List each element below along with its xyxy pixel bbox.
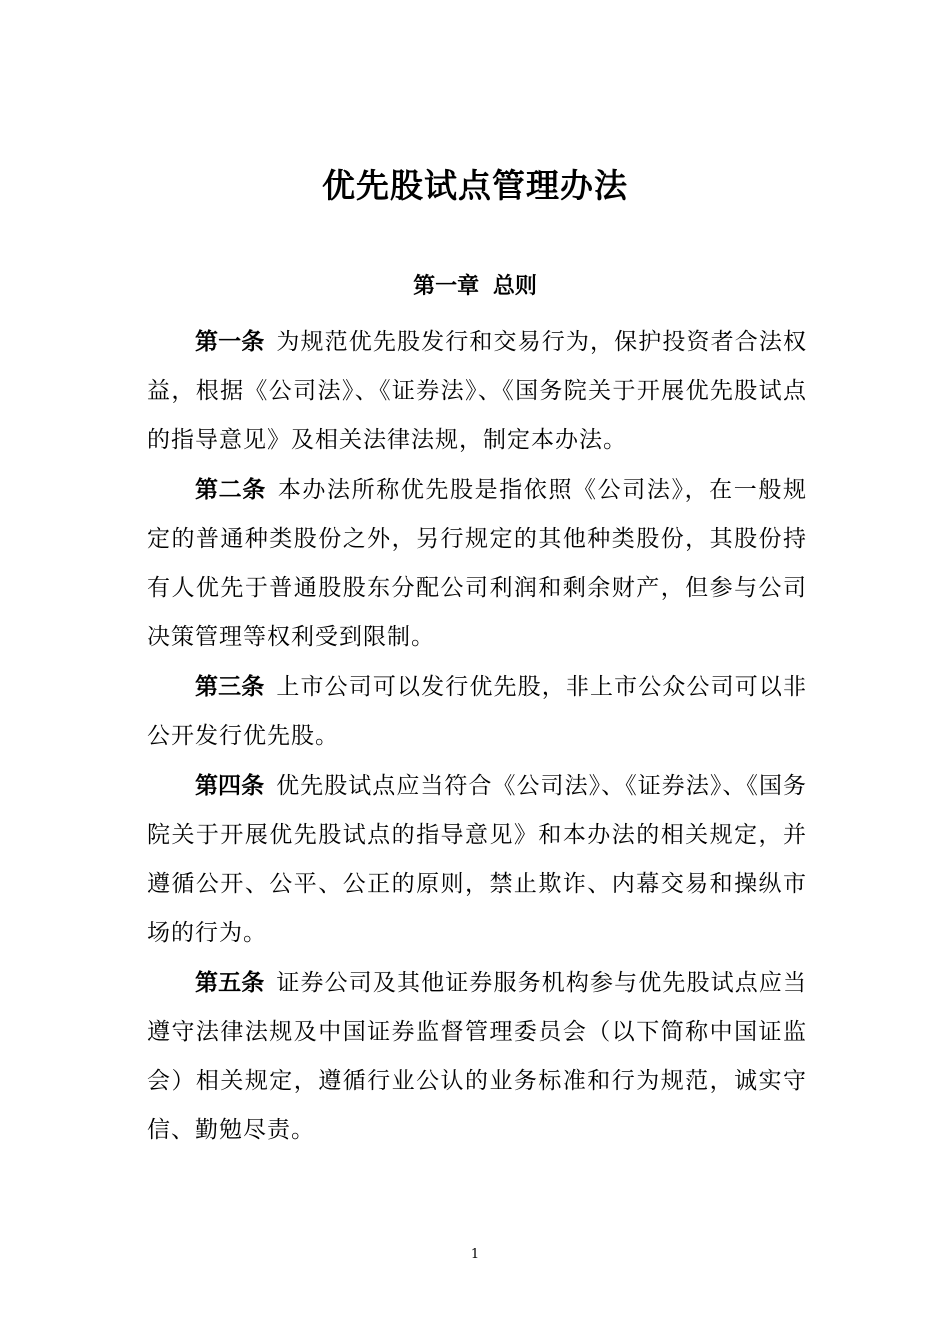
page-number: 1	[470, 1247, 480, 1262]
article-1	[147, 317, 807, 465]
article-text: 上市公司可以发行优先股，非上市公众公司可以非公开发行优先股。	[147, 674, 807, 749]
article-text: 为规范优先股发行和交易行为，保护投资者合法权益，根据《公司法》、《证券法》、《国务院关于开展优先股试点的指导意见》及相关法律法规，制定本办法。	[147, 329, 807, 453]
article-text: 证券公司及其他证券服务机构参与优先股试点应当遵守法律法规及中国证券监督管理委员会（以下简称中国证监会）相关规定，遵循行业公认的业务标准和行为规范，诚实守信、勤勉尽责。	[147, 970, 807, 1143]
article-5	[147, 958, 807, 1155]
document-body	[147, 317, 807, 1155]
article-text: 本办法所称优先股是指依照《公司法》，在一般规定的普通种类股份之外，另行规定的其他种类股份，其股份持有人优先于普通股股东分配公司利润和剩余财产，但参与公司决策管理等权利受到限制。	[147, 477, 807, 650]
article-label: 第一条	[195, 328, 265, 355]
article-label: 第三条	[195, 673, 265, 700]
document-title: 优先股试点管理办法	[322, 166, 628, 205]
article-text: 优先股试点应当符合《公司法》、《证券法》、《国务院关于开展优先股试点的指导意见》和本办法的相关规定，并遵循公开、公平、公正的原则，禁止欺诈、内幕交易和操纵市场的行为。	[147, 773, 808, 946]
article-3	[147, 662, 807, 761]
article-2	[147, 465, 807, 662]
article-label: 第二条	[195, 476, 266, 503]
chapter-title: 第一章 总则	[413, 273, 537, 299]
article-4	[147, 761, 807, 958]
article-label: 第五条	[195, 969, 265, 996]
article-label: 第四条	[195, 772, 265, 799]
